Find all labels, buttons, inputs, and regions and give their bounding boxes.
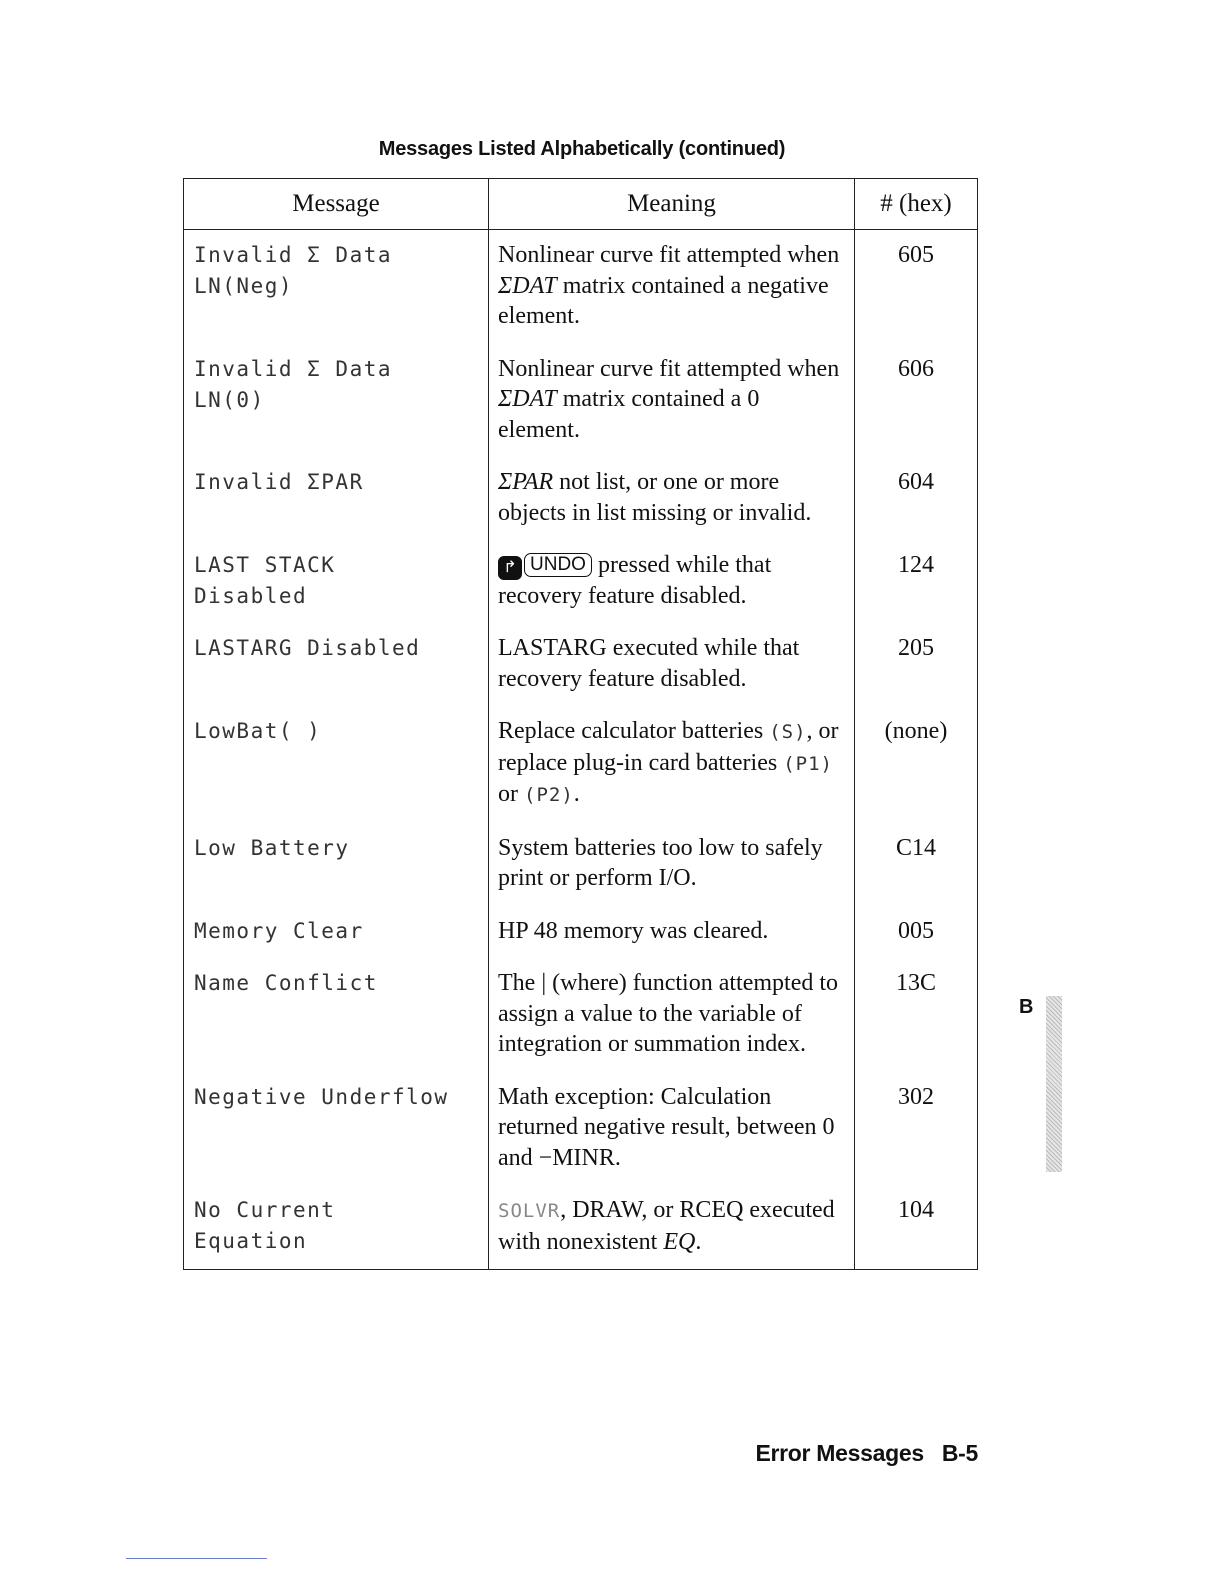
table-header-row xyxy=(184,179,978,230)
message-text: Negative Underflow xyxy=(194,1084,449,1109)
appendix-tab-letter: B xyxy=(1019,996,1034,1018)
message-text: Invalid ΣPAR xyxy=(194,470,364,494)
hex-code: 13C xyxy=(895,970,936,996)
page-number: B-5 xyxy=(941,1440,978,1466)
table-row xyxy=(184,906,978,959)
table-row xyxy=(184,623,978,706)
appendix-tab-marker xyxy=(1046,996,1062,1172)
message-text: No Current Equation xyxy=(194,1198,336,1253)
page-footer xyxy=(755,1440,978,1467)
column-header-meaning: Meaning xyxy=(489,179,855,230)
undo-key-icon: UNDO xyxy=(524,553,592,577)
battery-code: (P2) xyxy=(524,784,574,806)
hex-code: 606 xyxy=(898,355,934,382)
meaning-text: Math exception: Calculation returned negative result, between 0 and −MINR. xyxy=(498,1083,835,1171)
column-header-hex: # (hex) xyxy=(855,179,978,230)
eq-variable: EQ xyxy=(663,1228,696,1255)
hex-code: 104 xyxy=(898,1197,934,1223)
table-row xyxy=(184,540,978,623)
meaning-text: ↱ UNDO pressed while that recovery feature disabled. xyxy=(498,552,772,609)
table-row xyxy=(184,706,978,823)
sigma-variable: ΣDAT xyxy=(498,272,557,299)
message-text: LASTARG Disabled xyxy=(194,636,421,660)
message-text: Memory Clear xyxy=(194,918,364,943)
right-shift-key-icon: ↱ xyxy=(498,556,522,580)
hex-code: 302 xyxy=(898,1083,934,1110)
hex-code: 124 xyxy=(898,552,934,578)
meaning-text: ΣPAR not list, or one or more objects in list missing or invalid. xyxy=(498,469,812,526)
sigma-variable: ΣDAT xyxy=(498,386,557,412)
message-text: LAST STACK Disabled xyxy=(194,553,336,608)
table-row xyxy=(184,457,978,540)
table-heading: Messages Listed Alphabetically (continued) xyxy=(378,138,786,160)
table-row xyxy=(184,344,978,458)
hex-code: 604 xyxy=(898,469,934,495)
message-text: Name Conflict xyxy=(194,971,378,995)
hex-code: C14 xyxy=(895,834,936,861)
meaning-text: SOLVR, DRAW, or RCEQ executed with nonexistent EQ. xyxy=(498,1197,835,1255)
hex-code: 205 xyxy=(898,635,934,661)
meaning-text: LASTARG executed while that recovery feature disabled. xyxy=(498,635,800,692)
meaning-text: System batteries too low to safely print or perform I/O. xyxy=(498,834,823,891)
column-header-message: Message xyxy=(184,179,489,230)
footer-title: Error Messages xyxy=(755,1440,924,1466)
messages-table xyxy=(183,178,978,1270)
table-row xyxy=(184,823,978,906)
bottom-rule xyxy=(126,1558,267,1559)
solvr-softkey-label: SOLVR xyxy=(498,1200,561,1222)
meaning-text: Nonlinear curve fit attempted when ΣDAT matrix contained a negative element. xyxy=(498,242,840,329)
table-row xyxy=(184,230,978,344)
sigma-variable: ΣPAR xyxy=(498,469,554,495)
battery-code: (S) xyxy=(769,721,807,743)
meaning-text: Replace calculator batteries (S), or replace plug-in card batteries (P1) or (P2). xyxy=(498,718,839,807)
battery-code: (P1) xyxy=(783,752,833,775)
table-row xyxy=(184,1185,978,1270)
hex-code: (none) xyxy=(884,718,948,744)
hex-code: 005 xyxy=(898,917,934,944)
table-row xyxy=(184,1072,978,1186)
meaning-text: The | (where) function attempted to assign a value to the variable of integration or summation index. xyxy=(498,970,839,1057)
meaning-text: HP 48 memory was cleared. xyxy=(498,917,769,944)
message-text: LowBat( ) xyxy=(194,719,322,743)
message-text: Low Battery xyxy=(194,835,350,860)
table-row xyxy=(184,958,978,1072)
hex-code: 605 xyxy=(898,242,934,268)
message-text: Invalid Σ Data LN(Neg) xyxy=(194,243,393,298)
meaning-text: Nonlinear curve fit attempted when ΣDAT matrix contained a 0 element. xyxy=(498,355,840,443)
message-text: Invalid Σ Data LN(0) xyxy=(194,356,393,412)
